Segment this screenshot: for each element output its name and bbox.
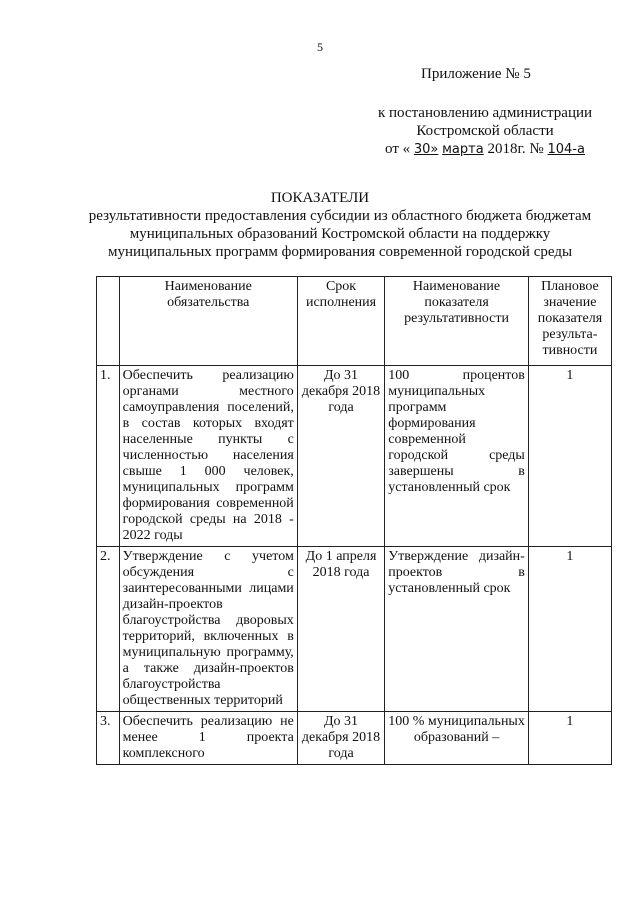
document-title: ПОКАЗАТЕЛИ bbox=[270, 190, 370, 206]
row-obligation: Обеспечить реализацию не менее 1 проекта комплексного bbox=[119, 712, 297, 765]
header-planned-value: Плановое значение показателя результа-тивности bbox=[528, 277, 611, 366]
decree-line-2: Костромской области bbox=[416, 123, 554, 139]
row-number: 1. bbox=[97, 366, 120, 547]
decree-date-prefix: от « bbox=[385, 141, 411, 157]
indicators-table bbox=[96, 276, 612, 765]
page-number: 5 bbox=[317, 40, 323, 54]
decree-month: марта bbox=[442, 142, 484, 157]
header-obligation: Наименование обязательства bbox=[119, 277, 297, 366]
decree-number: 104-а bbox=[547, 142, 585, 157]
row-obligation: Обеспечить реализацию органами местного самоуправления поселений, в состав которых входят населенные пункты с численностью населения свыше 1 000 человек, муниципальных программ формирования современной городской среды на 2018 - 2022 годы bbox=[119, 366, 297, 547]
row-planned-value: 1 bbox=[528, 712, 611, 765]
row-planned-value: 1 bbox=[528, 366, 611, 547]
row-number: 2. bbox=[97, 547, 120, 712]
table-row bbox=[97, 366, 612, 547]
header-deadline: Срок исполнения bbox=[297, 277, 384, 366]
decree-date-line bbox=[360, 140, 610, 159]
decree-day: 30» bbox=[413, 142, 439, 157]
row-indicator: 100 % муниципальных образований – bbox=[385, 712, 529, 765]
row-deadline: До 1 апреля 2018 года bbox=[297, 547, 384, 712]
row-obligation: Утверждение с учетом обсуждения с заинтересованными лицами дизайн-проектов благоустройства дворовых территорий, включенных в муниципальную программу, а также дизайн-проектов благоустройства общественных территорий bbox=[119, 547, 297, 712]
decree-line-1: к постановлению администрации bbox=[377, 105, 593, 121]
row-number: 3. bbox=[97, 712, 120, 765]
decree-reference bbox=[360, 104, 610, 159]
appendix-title: Приложение № 5 bbox=[421, 66, 531, 82]
row-indicator: Утверждение дизайн-проектов в установленный срок bbox=[385, 547, 529, 712]
table-header-row bbox=[97, 277, 612, 366]
row-deadline: До 31 декабря 2018 года bbox=[297, 712, 384, 765]
row-planned-value: 1 bbox=[528, 547, 611, 712]
row-deadline: До 31 декабря 2018 года bbox=[297, 366, 384, 547]
decree-year: 2018г. № bbox=[487, 141, 544, 157]
header-number bbox=[97, 277, 120, 366]
header-indicator: Наименование показателя результативности bbox=[385, 277, 529, 366]
table-row bbox=[97, 712, 612, 765]
row-indicator: 100 процентов муниципальных программ формирования современной городской среды завершены в установленный срок bbox=[385, 366, 529, 547]
table-row bbox=[97, 547, 612, 712]
document-subtitle: результативности предоставления субсидии из областного бюджета бюджетам муниципальных образований Костромской области на поддержку муниципальных программ формирования современной городской среды bbox=[88, 208, 592, 260]
